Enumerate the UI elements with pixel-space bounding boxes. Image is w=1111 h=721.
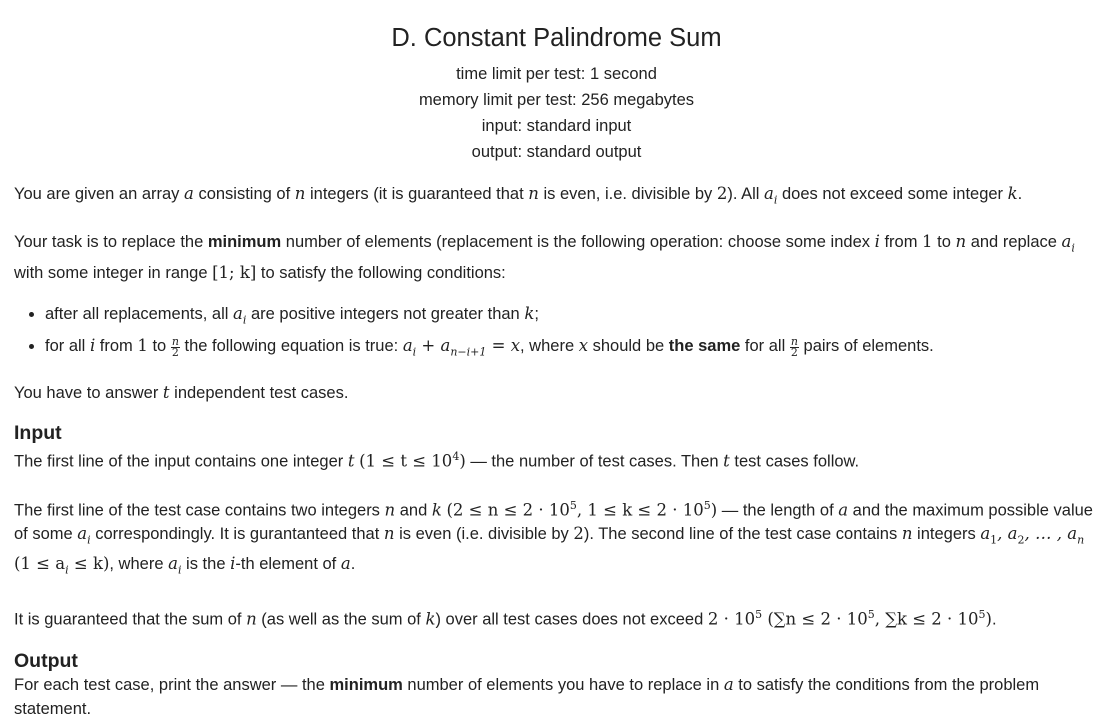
legend-paragraph-2: Your task is to replace the minimum number of elements (replacement is the following operation: choose some index i from 1 to n and replace $a_i$ with some integer in range [1; k] to satisfy the following conditions: [14, 232, 1075, 282]
output-paragraph: For each test case, print the answer — the minimum number of elements you have to replace in a to satisfy the conditions from the problem statement. [14, 675, 1040, 719]
legend-paragraph-1: You are given an array a consisting of n integers (it is guaranteed that n is even, i.e. divisible by 2). All $a_i$ does not exceed some integer k. [14, 184, 1023, 207]
input-paragraph-2: The first line of the test case contains two integers n and k ($2 \le n \le 2 \cdot 10^5$, $1 \le k \le 2 \cdot 10^5$) — the length of a and the maximum possible value of some $a_i$ correspondingly. It is gurantanteed that n is even (i.e. divisible by 2). The second line of the test case contains n integers $a_1$, $a_2$, … , $a_n$ $(1 \le a_i \le k)$, where $a_i$ is the i-th element of a. [14, 498, 1093, 577]
legend-paragraph-3: You have to answer t independent test cases. [14, 383, 349, 403]
input-heading: Input [14, 422, 62, 445]
condition-1: • after all replacements, all $a_i$ are positive integers not greater than k; [45, 301, 1099, 333]
input-paragraph-1: The first line of the input contains one integer t $(1 \le t \le 10^4)$ — the number of test cases. Then t test cases follow. [14, 450, 860, 471]
input-spec: input: standard input [481, 117, 632, 135]
fraction-n-over-2: $\frac{n}{2}$ [790, 334, 798, 359]
conditions-list [14, 301, 1099, 366]
legend [14, 182, 1099, 405]
problem-statement [14, 0, 1099, 721]
input-section [14, 421, 1099, 631]
output-spec: output: standard output [471, 143, 642, 161]
condition-2: • for all i from 1 to $\frac{n}{2}$ the following equation is true: $a_i + a_{n-i+1} = x$, where x should be the same for all $\frac{n}{2}$ pairs of elements. [45, 333, 1099, 365]
input-paragraph-3: It is guaranteed that the sum of n (as well as the sum of k) over all test cases does not exceed $2 \cdot 10^5$ ($\sum n \le 2 \cdot 10^5$, $\sum k \le 2 \cdot 10^5$). [14, 607, 997, 629]
limits-block [14, 61, 1099, 165]
output-heading: Output [14, 650, 78, 673]
output-section [14, 649, 1099, 721]
time-limit: time limit per test: 1 second [456, 65, 657, 83]
problem-title: D. Constant Palindrome Sum [391, 24, 722, 52]
fraction-n-over-2: $\frac{n}{2}$ [171, 334, 179, 359]
memory-limit: memory limit per test: 256 megabytes [418, 91, 695, 109]
